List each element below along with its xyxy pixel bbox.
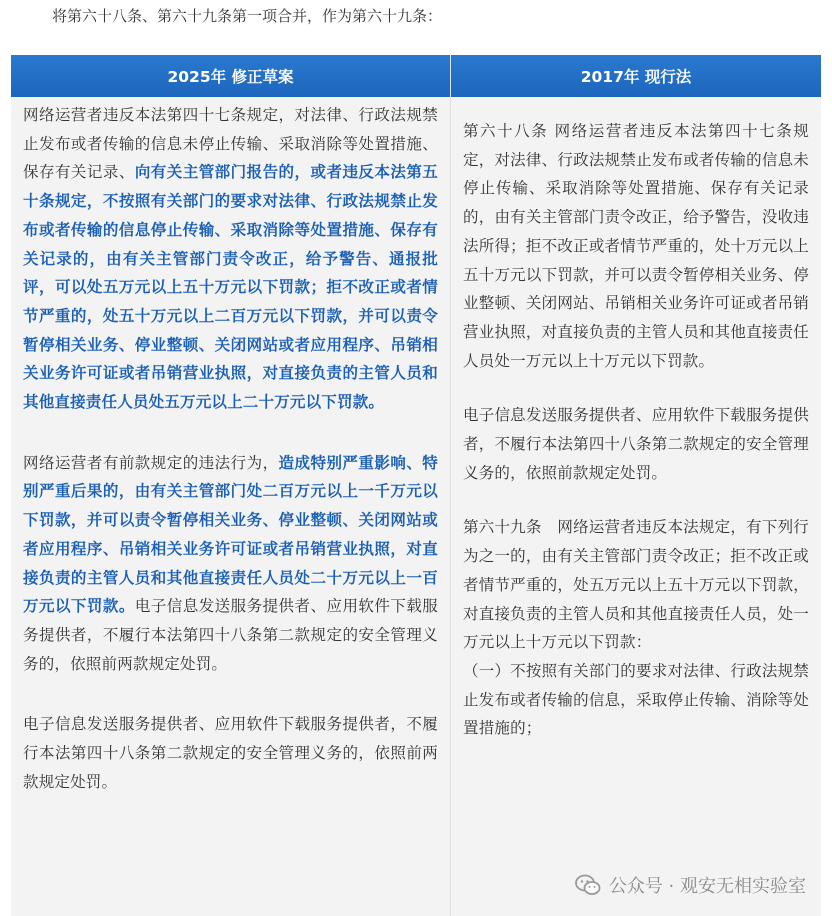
- draft-p1-amended: 向有关主管部门报告的，或者违反本法第五十条规定，不按照有关部门的要求对法律、行政法规禁止发布或者传输的信息停止传输、采取消除等处置措施、保存有关记录的，由有关主管部门责令改正，给予警告、通报批评，可以处五万元以上五十万元以下罚款；拒不改正或者情节严重的，处五十万元以上二百万元以下罚款，并可以责令暂停相关业务、停业整顿、关闭网站或者应用程序、吊销相关业务许可证或者吊销营业执照，对直接负责的主管人员和其他直接责任人员处五万元以上二十万元以下罚款。: [23, 163, 438, 412]
- watermark: [575, 872, 806, 898]
- header-current-2017: 2017年 现行法: [451, 55, 821, 97]
- watermark-text: 公众号 · 观安无相实验室: [608, 876, 806, 897]
- header-draft-2025: 2025年 修正草案: [11, 55, 451, 97]
- current-paragraph-3: 第六十九条 网络运营者违反本法规定，有下列行为之一的，由有关主管部门责令改正；拒不改正或者情节严重的，处五万元以上五十万元以下罚款，对直接负责的主管人员和其他直接责任人员，处一万元以上十万元以下罚款：: [463, 518, 809, 652]
- current-paragraph-2: 电子信息发送服务提供者、应用软件下载服务提供者，不履行本法第四十八条第二款规定的安全管理义务的，依照前款规定处罚。: [463, 406, 809, 482]
- draft-paragraph-3: 电子信息发送服务提供者、应用软件下载服务提供者，不履行本法第四十八条第二款规定的安全管理义务的，依照前两款规定处罚。: [23, 715, 438, 791]
- draft-p2-normal: 网络运营者有前款规定的违法行为，: [23, 453, 279, 472]
- draft-p1-normal: 网络运营者违反本法第四十七条规定，对法律、行政法规禁止发布或者传输的信息未停止传输、采取消除等处置措施、保存有关记录、: [23, 106, 438, 182]
- draft-p2-tail: 电子信息发送服务提供者、应用软件下载服务提供者，不履行本法第四十八条第二款规定的安全管理义务的，依照前两款规定处罚。: [23, 597, 438, 673]
- draft-column: [11, 97, 451, 916]
- intro-text: 将第六十八条、第六十九条第一项合并，作为第六十九条：: [52, 7, 443, 25]
- current-paragraph-1: 第六十八条 网络运营者违反本法第四十七条规定，对法律、行政法规禁止发布或者传输的信息未停止传输、采取消除等处置措施、保存有关记录的，由有关主管部门责令改正，给予警告，没收违法所得；拒不改正或者情节严重的，处十万元以上五十万元以下罚款，并可以责令暂停相关业务、停业整顿、关闭网站、吊销相关业务许可证或者吊销营业执照，对直接负责的主管人员和其他直接责任人员处一万元以上十万元以下罚款。: [463, 122, 809, 370]
- current-paragraph-4: （一）不按照有关部门的要求对法律、行政法规禁止发布或者传输的信息，采取停止传输、消除等处置措施的；: [463, 661, 809, 738]
- draft-paragraph-1: [23, 101, 438, 417]
- draft-p2-amended: 造成特别严重影响、特别严重后果的，由有关主管部门处二百万元以上一千万元以下罚款，并可以责令暂停相关业务、停业整顿、关闭网站或者应用程序、吊销相关业务许可证或者吊销营业执照，对直接负责的主管人员和其他直接责任人员处二十万元以上一百万元以下罚款。: [23, 453, 438, 616]
- draft-paragraph-2: [23, 449, 438, 679]
- wechat-icon: [575, 874, 601, 896]
- comparison-table: [11, 55, 821, 916]
- current-law-column: [451, 97, 821, 916]
